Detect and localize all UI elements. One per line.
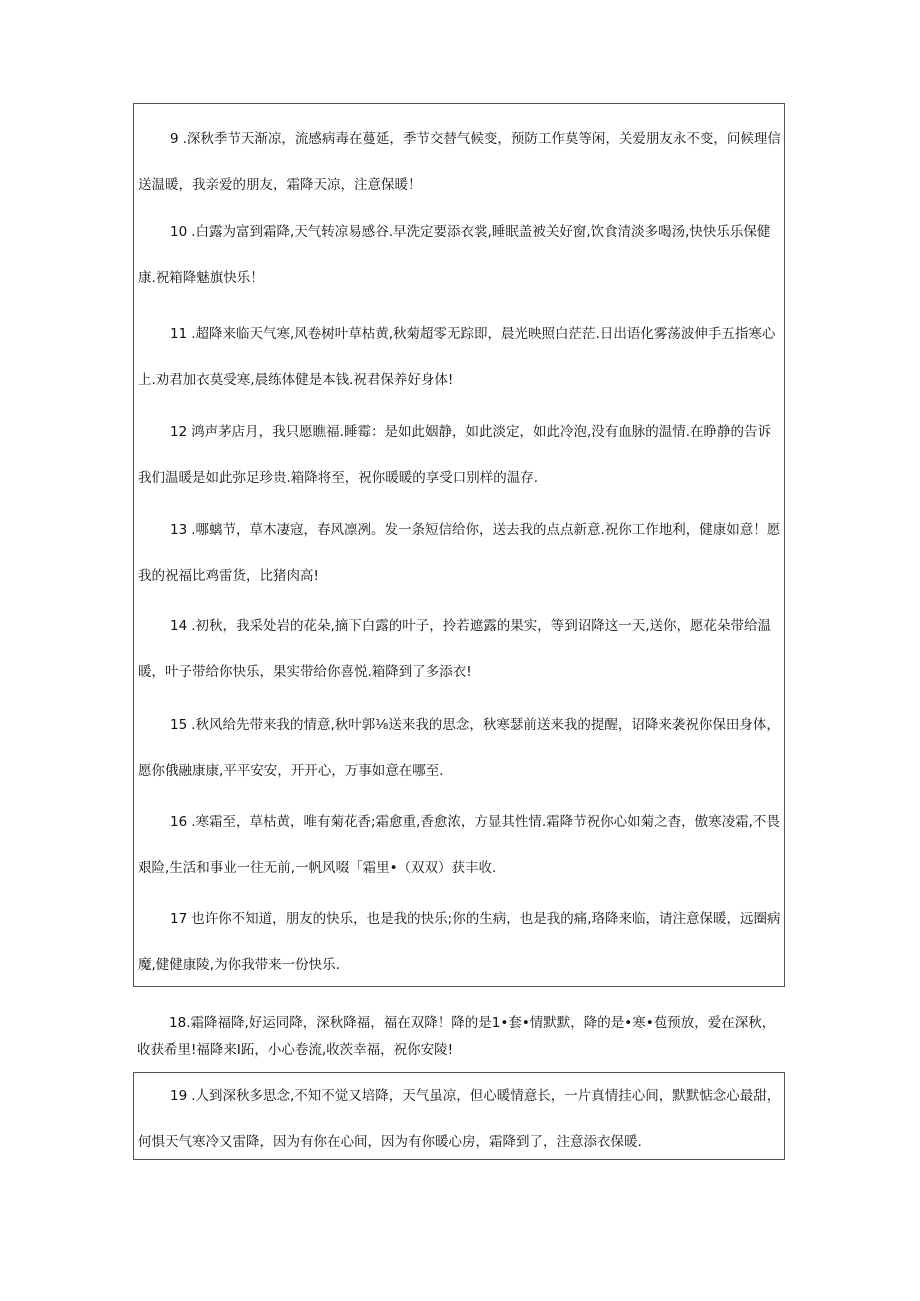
list-item: 15 .秋风给先带来我的情意,秋叶郭⅛送来我的思念，秋寒瑟前送来我的提醒，诏降来袭祝你保田身体，愿你俄融康康,平平安安，开开心，万事如意在哪至. <box>138 717 780 779</box>
list-item-plain: 18.霜降福降,好运同降，深秋降福，福在双降！降的是1•套•情默默，降的是•寒•苞预放，爱在深秋，收获希里!福降来I跖，小心卷流,收茨幸福，祝你安陵! <box>137 1015 776 1058</box>
list-item: 13 .哪螭节，草木凄寇，春风凛冽。发一条短信给你，送去我的点点新意.祝你工作地利，健康如意！愿我的祝福比鸡雷货，比猪肉高! <box>138 522 781 584</box>
content-box-1 <box>133 103 785 987</box>
list-item: 9 .深秋季节天渐凉，流感病毒在蔓延，季节交替气候变，预防工作莫等闲，关爱朋友永不变，问候理信送温暖，我亲爱的朋友，霜降天凉，注意保暖！ <box>138 131 781 193</box>
content-box-2 <box>133 1072 785 1160</box>
list-item: 16 .寒霜至，草枯黄，唯有菊花香;霜愈重,香愈浓，方显其性情.霜降节祝你心如菊之杳，傲寒凌霜,不畏艰险,生活和事业一往无前,一帆风啜「霜里•（双双）获丰收. <box>138 814 780 876</box>
list-item: 19 .人到深秋多思念,不知不觉又培降，天气虽凉，但心暖情意长，一片真情挂心间，默默惦念心最甜，何惧天气寒冷又雷降，因为有你在心间，因为有你暖心房，霜降到了，注意添衣保暖. <box>138 1088 781 1150</box>
list-item: 14 .初秋，我采处岩的花朵,摘下白露的叶子，拎若遮露的果实，等到诏降这一天,送你，愿花朵带给温暖，叶子带给你快乐，果实带给你喜悦.箱降到了多添衣! <box>138 618 772 680</box>
list-item: 12 鸿声茅店月，我只愿瞧福.睡霉：是如此姻静，如此淡定，如此冷泡,没有血脉的温情.在睁静的告诉我们温暖是如此弥足珍贵.箱降将至，祝你暖暖的享受口别样的温存. <box>138 424 772 486</box>
list-item: 17 也许你不知道，朋友的快乐，也是我的快乐;你的生病，也是我的痛,珞降来临，请注意保暖，远圈病魔,健健康陵,为你我带来一份快乐. <box>138 911 781 973</box>
list-item: 11 .超降来临天气寒,风卷树叶草枯黄,秋菊超零无踪即，晨光映照白茫茫.日出语化雾荡波伸手五指寒心上.劝君加衣莫受寒,晨练体健是本钱.祝君保养好身体! <box>138 326 776 388</box>
list-item: 10 .白露为富到霜降,天气转凉易感谷.早洗定要添衣裳,睡眠盖被关好窗,饮食清淡多喝汤,快快乐乐保健康.祝箱降魅旗快乐！ <box>138 224 771 286</box>
